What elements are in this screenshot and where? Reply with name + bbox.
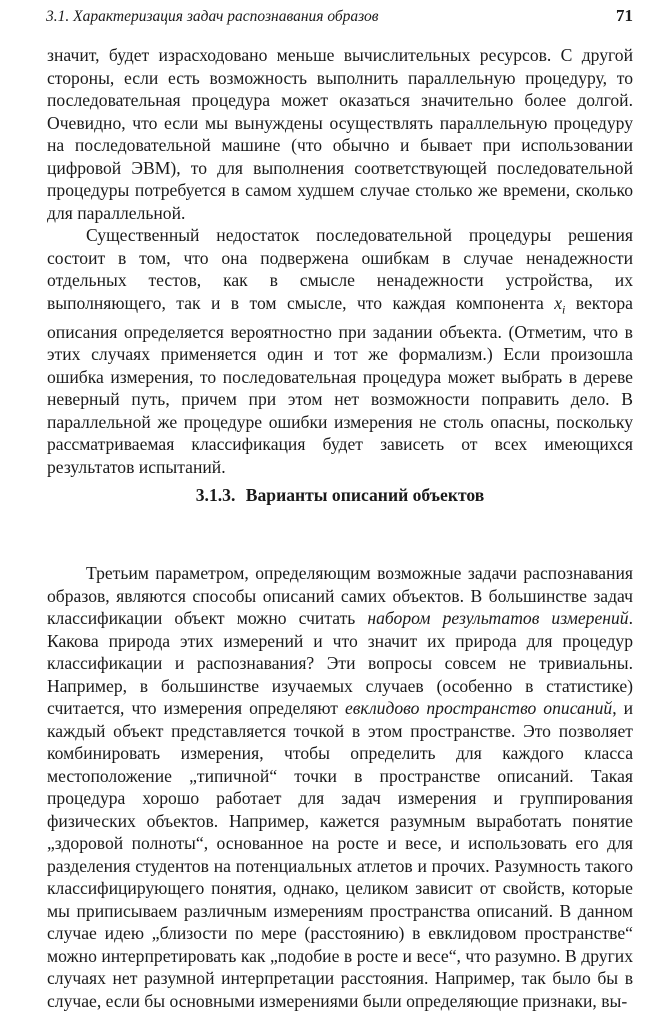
text-run: вектора описания определяется вероятностно при задании объекта. (Отметим, что в этих случаях применяется один и тот же формализм.) Если произошла ошибка измерения, то последовательная процедура может выбрать в дереве неверный путь, причем при этом нет возможности поправить дело. В параллельной же процедуре ошибки измерения не столь опасны, поскольку рассматриваемая классификация будет зависеть от всех имеющихся результатов испытаний.: [47, 292, 633, 477]
page-number: 71: [616, 6, 633, 25]
text-run: значит, будет израсходовано меньше вычислительных ресурсов. С другой стороны, если есть возможность выполнить параллельную процедуру, то последовательная процедура может оказаться значительно более долгой. Очевидно, что если мы вынуждены осуществлять параллельную процедуру на последовательной машине (что обычно и бывает при использовании цифровой ЭВМ), то для выполнения соответствующей последовательной процедуры потребуется в самом худшем случае столько же времени, сколько для параллельной.: [47, 45, 633, 223]
running-title: 3.1. Характеризация задач распознавания образов: [46, 8, 379, 25]
section-number: 3.1.3.: [195, 485, 236, 505]
text-run: . Какова природа этих измерений и что значит их природа для процедур классификации и распознавания? Эти вопросы совсем не тривиальны. Например, в большинстве изучаемых случаев (особенно в статистике) считается, что измерения определяют: [47, 608, 633, 718]
paragraph: [47, 224, 633, 478]
emphasis-text: набором результатов измерений: [367, 608, 629, 628]
page-header: [46, 6, 633, 32]
body-text-section: [47, 562, 633, 1012]
body-text-top: [47, 44, 633, 478]
emphasis-text: x: [554, 292, 563, 313]
text-run: , и каждый объект представляется точкой в этом пространстве. Это позволяет комбинировать измерения, чтобы определить для каждого класса местоположение „типичной“ точки в пространстве описаний. Такая процедура хорошо работает для задач измерения и группирования физических объектов. Например, кажется разумным выработать понятие „здоровой полноты“, основанное на росте и весе, и использовать его для разделения студентов на потенциальных атлетов и прочих. Разумность такого классифицирующего понятия, однако, целиком зависит от свойств, которые мы приписываем различным измерениям пространства описаний. В данном случае идею „близости по мере (расстоянию) в евклидовом пространстве“ можно интерпретировать как „подобие в росте и весе“, что разумно. В других случаях нет разумной интерпретации расстояния. Например, так было бы в случае, если бы основными измерениями были определяющие признаки, вы-: [47, 698, 634, 1011]
emphasis-text: евклидово пространство описаний: [344, 698, 613, 718]
text-run: Третьим параметром, определяющим возможные задачи распознавания образов, являются способы описаний самих объектов. В большинстве задач классификации объект можно считать: [47, 563, 633, 628]
section-heading: [47, 484, 633, 506]
paragraph: [47, 562, 633, 1012]
text-run: Существенный недостаток последовательной процедуры решения состоит в том, что она подвержена ошибкам в случае ненадежности отдельных тестов, как в смысле ненадежности устройства, их выполняющего, так и в том смысле, что каждая компонента: [47, 225, 633, 313]
section-title: Варианты описаний объектов: [245, 485, 485, 505]
paragraph: [47, 44, 633, 224]
emphasis-text: i: [562, 302, 566, 317]
